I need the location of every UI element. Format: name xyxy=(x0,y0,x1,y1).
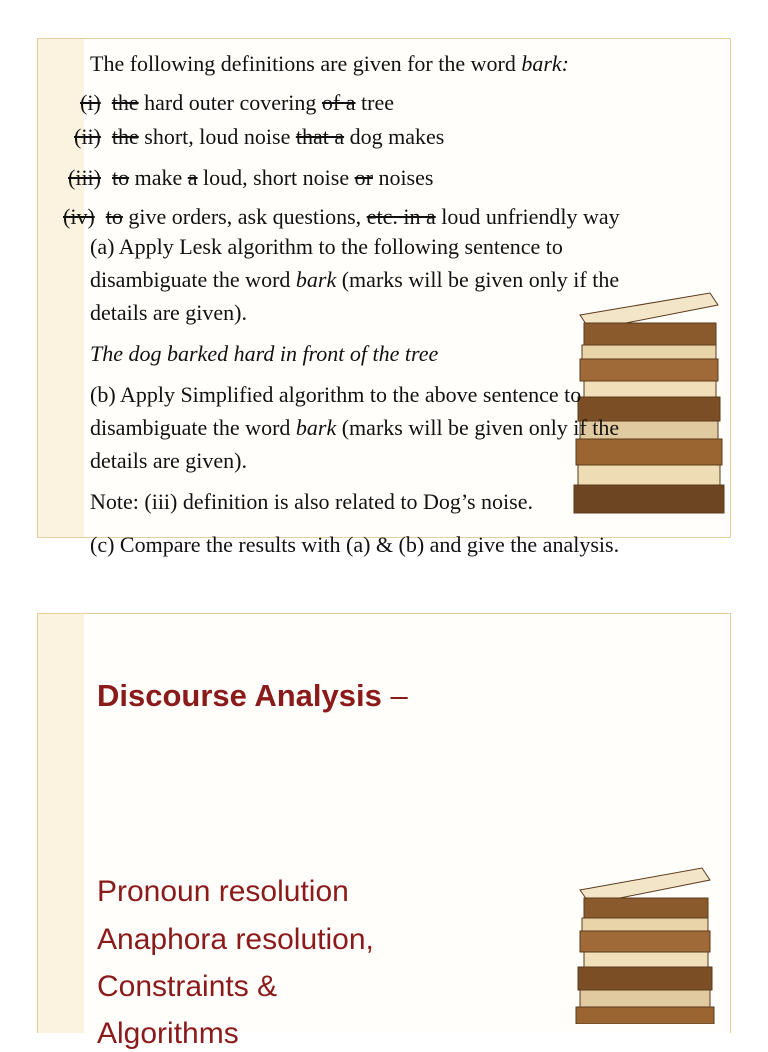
bullet-anaphora-resolution: Anaphora resolution, xyxy=(97,923,374,956)
definition-iv: (iv) to give orders, ask questions, etc. in a loud unfriendly way xyxy=(63,204,620,229)
note-text: Note: (iii) definition is also related to Dog’s noise. xyxy=(90,489,533,514)
definition-i: (i) the hard outer covering of a tree xyxy=(80,90,394,115)
books-stack-image-1 xyxy=(570,285,730,515)
bullet-constraints: Constraints & xyxy=(97,970,278,1003)
part-a-line-2: disambiguate the word bark (marks will be given only if the xyxy=(90,267,620,292)
intro-text: The following definitions are given for the word bark: xyxy=(90,51,569,76)
discourse-analysis-title: Discourse Analysis – xyxy=(97,678,408,713)
bullet-pronoun-resolution: Pronoun resolution xyxy=(97,875,349,908)
part-a-line-3: details are given). xyxy=(90,300,247,325)
part-b-line-1: (b) Apply Simplified algorithm to the above sentence to xyxy=(90,382,582,407)
books-stack-image-2 xyxy=(572,862,722,1024)
part-b-line-3: details are given). xyxy=(90,448,247,473)
definition-ii: (ii) the short, loud noise that a dog makes xyxy=(74,124,445,149)
example-sentence: The dog barked hard in front of the tree xyxy=(90,341,439,366)
definition-iii: (iii) to make a loud, short noise or noises xyxy=(68,165,434,190)
part-b-line-2: disambiguate the word bark (marks will be given only if the xyxy=(90,415,620,440)
part-c-text: (c) Compare the results with (a) & (b) and give the analysis. xyxy=(90,532,620,557)
bullet-algorithms: Algorithms xyxy=(97,1017,239,1050)
part-a-line-1: (a) Apply Lesk algorithm to the following sentence to xyxy=(90,234,563,259)
